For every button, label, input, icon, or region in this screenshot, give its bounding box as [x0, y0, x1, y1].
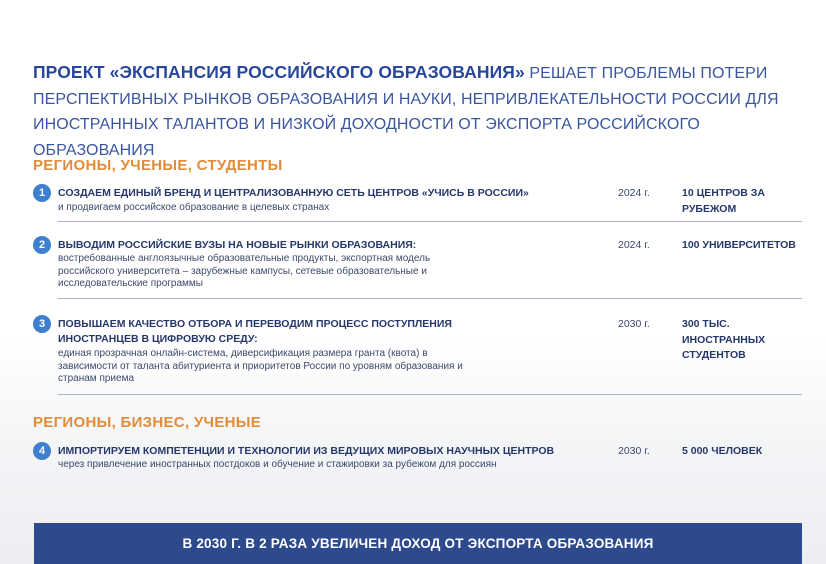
- item-year: 2030 г.: [618, 318, 650, 330]
- project-problem-statement: РЕШАЕТ ПРОБЛЕМЫ ПОТЕРИ ПЕРСПЕКТИВНЫХ РЫНКОВ ОБРАЗОВАНИЯ И НАУКИ, НЕПРИВЛЕКАТЕЛЬНОСТИ РОССИИ ДЛЯ ИНОСТРАННЫХ ТАЛАНТОВ И НИЗКОЙ ДОХОДНОСТИ ОТ ЭКСПОРТА РОССИЙСКОГО ОБРАЗОВАНИЯ: [33, 65, 779, 159]
- item-heading: ПОВЫШАЕМ КАЧЕСТВО ОТБОРА И ПЕРЕВОДИМ ПРОЦЕСС ПОСТУПЛЕНИЯ ИНОСТРАНЦЕВ В ЦИФРОВУЮ СРЕДУ:: [58, 318, 452, 345]
- item-description: и продвигаем российское образование в целевых странах: [58, 202, 330, 213]
- list-item: [33, 236, 803, 296]
- item-result: 5 000 ЧЕЛОВЕК: [682, 445, 763, 457]
- number-badge: 3: [33, 315, 51, 333]
- summary-banner: В 2030 Г. В 2 РАЗА УВЕЛИЧЕН ДОХОД ОТ ЭКСПОРТА ОБРАЗОВАНИЯ: [34, 523, 802, 564]
- number-badge: 1: [33, 184, 51, 202]
- item-description: через привлечение иностранных постдоков и обучение и стажировки за рубежом для россиян: [58, 459, 497, 470]
- project-title: ПРОЕКТ «ЭКСПАНСИЯ РОССИЙСКОГО ОБРАЗОВАНИЯ»: [33, 62, 525, 82]
- item-result: 100 УНИВЕРСИТЕТОВ: [682, 239, 796, 251]
- divider: [58, 394, 802, 395]
- item-year: 2024 г.: [618, 187, 650, 199]
- item-year: 2030 г.: [618, 445, 650, 457]
- item-heading: СОЗДАЕМ ЕДИНЫЙ БРЕНД И ЦЕНТРАЛИЗОВАННУЮ СЕТЬ ЦЕНТРОВ «УЧИСЬ В РОССИИ»: [58, 187, 529, 199]
- list-item: [33, 184, 803, 220]
- item-result: 300 ТЫС. ИНОСТРАННЫХ СТУДЕНТОВ: [682, 318, 766, 361]
- item-heading: ИМПОРТИРУЕМ КОМПЕТЕНЦИИ И ТЕХНОЛОГИИ ИЗ ВЕДУЩИХ МИРОВЫХ НАУЧНЫХ ЦЕНТРОВ: [58, 445, 555, 457]
- list-item: [33, 442, 803, 476]
- item-heading: ВЫВОДИМ РОССИЙСКИЕ ВУЗЫ НА НОВЫЕ РЫНКИ ОБРАЗОВАНИЯ:: [58, 239, 417, 251]
- item-description: востребованные англоязычные образовательные продукты, экспортная модель российского университета – зарубежные кампусы, сетевые образовательные и исследовательские программы: [58, 253, 431, 289]
- divider: [58, 298, 802, 299]
- page-title: [33, 60, 803, 163]
- section-heading-regions-business-scientists: РЕГИОНЫ, БИЗНЕС, УЧЕНЫЕ: [33, 414, 262, 431]
- list-item: [33, 315, 803, 393]
- item-result: 10 ЦЕНТРОВ ЗА РУБЕЖОМ: [682, 187, 765, 215]
- section-heading-regions-scientists-students: РЕГИОНЫ, УЧЕНЫЕ, СТУДЕНТЫ: [33, 157, 283, 174]
- item-year: 2024 г.: [618, 239, 650, 251]
- number-badge: 2: [33, 236, 51, 254]
- number-badge: 4: [33, 442, 51, 460]
- item-description: единая прозрачная онлайн-система, диверсификация размера гранта (квота) в зависимости от таланта абитуриента и приоритетов России по уровням образования и странам приема: [58, 348, 463, 384]
- divider: [58, 221, 802, 222]
